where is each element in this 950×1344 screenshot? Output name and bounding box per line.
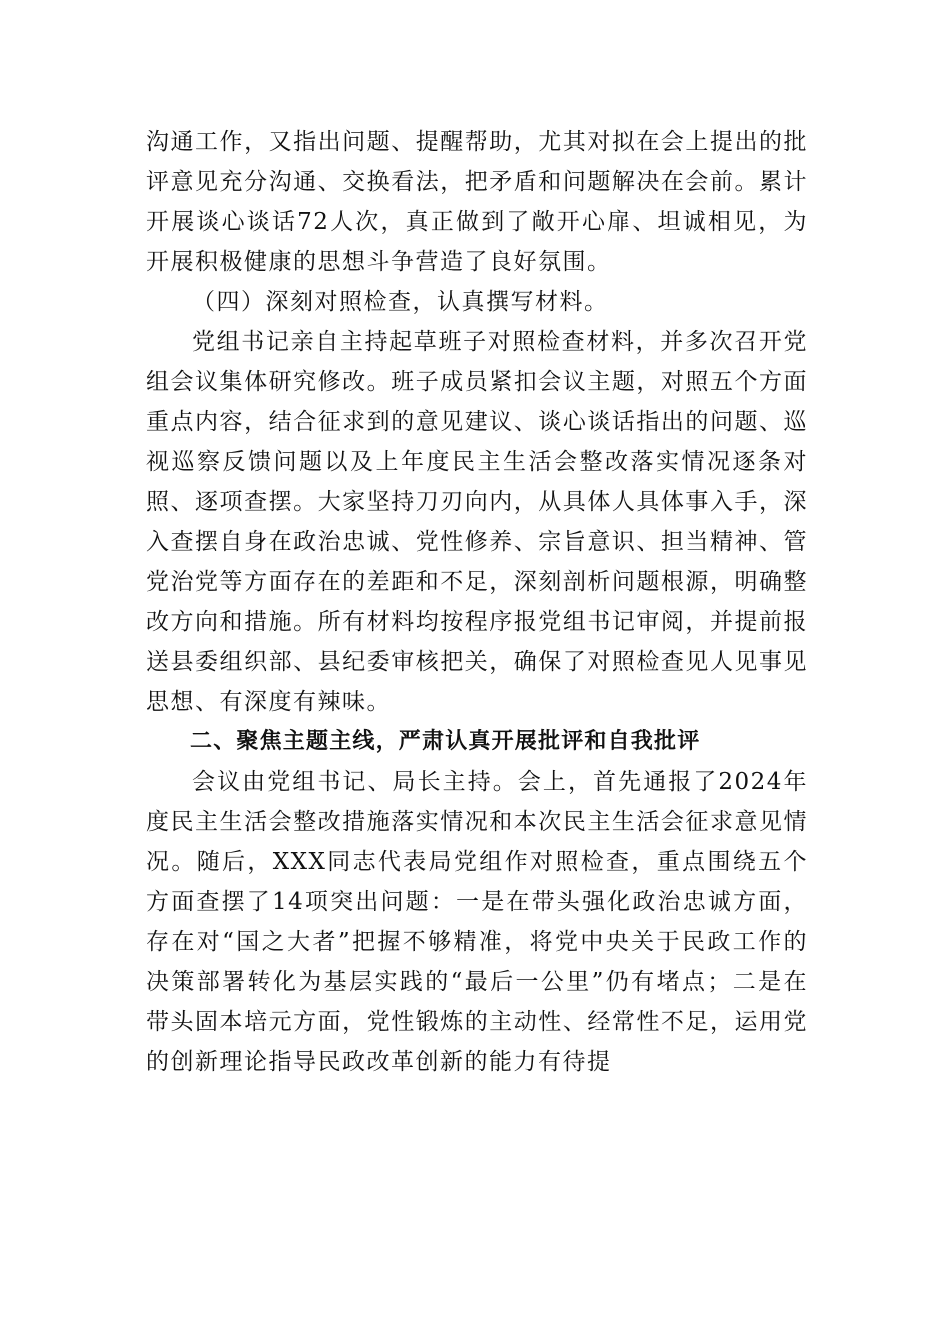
body-paragraph: 党组书记亲自主持起草班子对照检查材料，并多次召开党组会议集体研究修改。班子成员紧扣会议主题，对照五个方面重点内容，结合征求到的意见建议、谈心谈话指出的问题、巡视巡察反馈问题以及上年度民主生活会整改落实情况逐条对照、逐项查摆。大家坚持刀刃向内，从具体人具体事入手，深入查摆自身在政治忠诚、党性修养、宗旨意识、担当精神、管党治党等方面存在的差距和不足，深刻剖析问题根源，明确整改方向和措施。所有材料均按程序报党组书记审阅，并提前报送县委组织部、县纪委审核把关，确保了对照检查见人见事见思想、有深度有辣味。 bbox=[146, 329, 808, 715]
section-heading: 二、聚焦主题主线，严肃认真开展批评和自我批评 bbox=[190, 729, 701, 754]
body-paragraph: 沟通工作，又指出问题、提醒帮助，尤其对拟在会上提出的批评意见充分沟通、交换看法，把矛盾和问题解决在会前。累计开展谈心谈话72人次，真正做到了敞开心扉、坦诚相见，为开展积极健康的思想斗争营造了良好氛围。 bbox=[146, 129, 808, 275]
body-paragraph: 会议由党组书记、局长主持。会上，首先通报了2024年度民主生活会整改措施落实情况和本次民主生活会征求意见情况。随后，XXX同志代表局党组作对照检查，重点围绕五个方面查摆了14项突出问题：一是在带头强化政治忠诚方面，存在对“国之大者”把握不够精准，将党中央关于民政工作的决策部署转化为基层实践的“最后一公里”仍有堵点；二是在带头固本培元方面，党性锻炼的主动性、经常性不足，运用党的创新理论指导民政改革创新的能力有待提 bbox=[146, 769, 808, 1075]
subheading: （四）深刻对照检查，认真撰写材料。 bbox=[192, 289, 609, 315]
document-page bbox=[146, 122, 808, 1082]
